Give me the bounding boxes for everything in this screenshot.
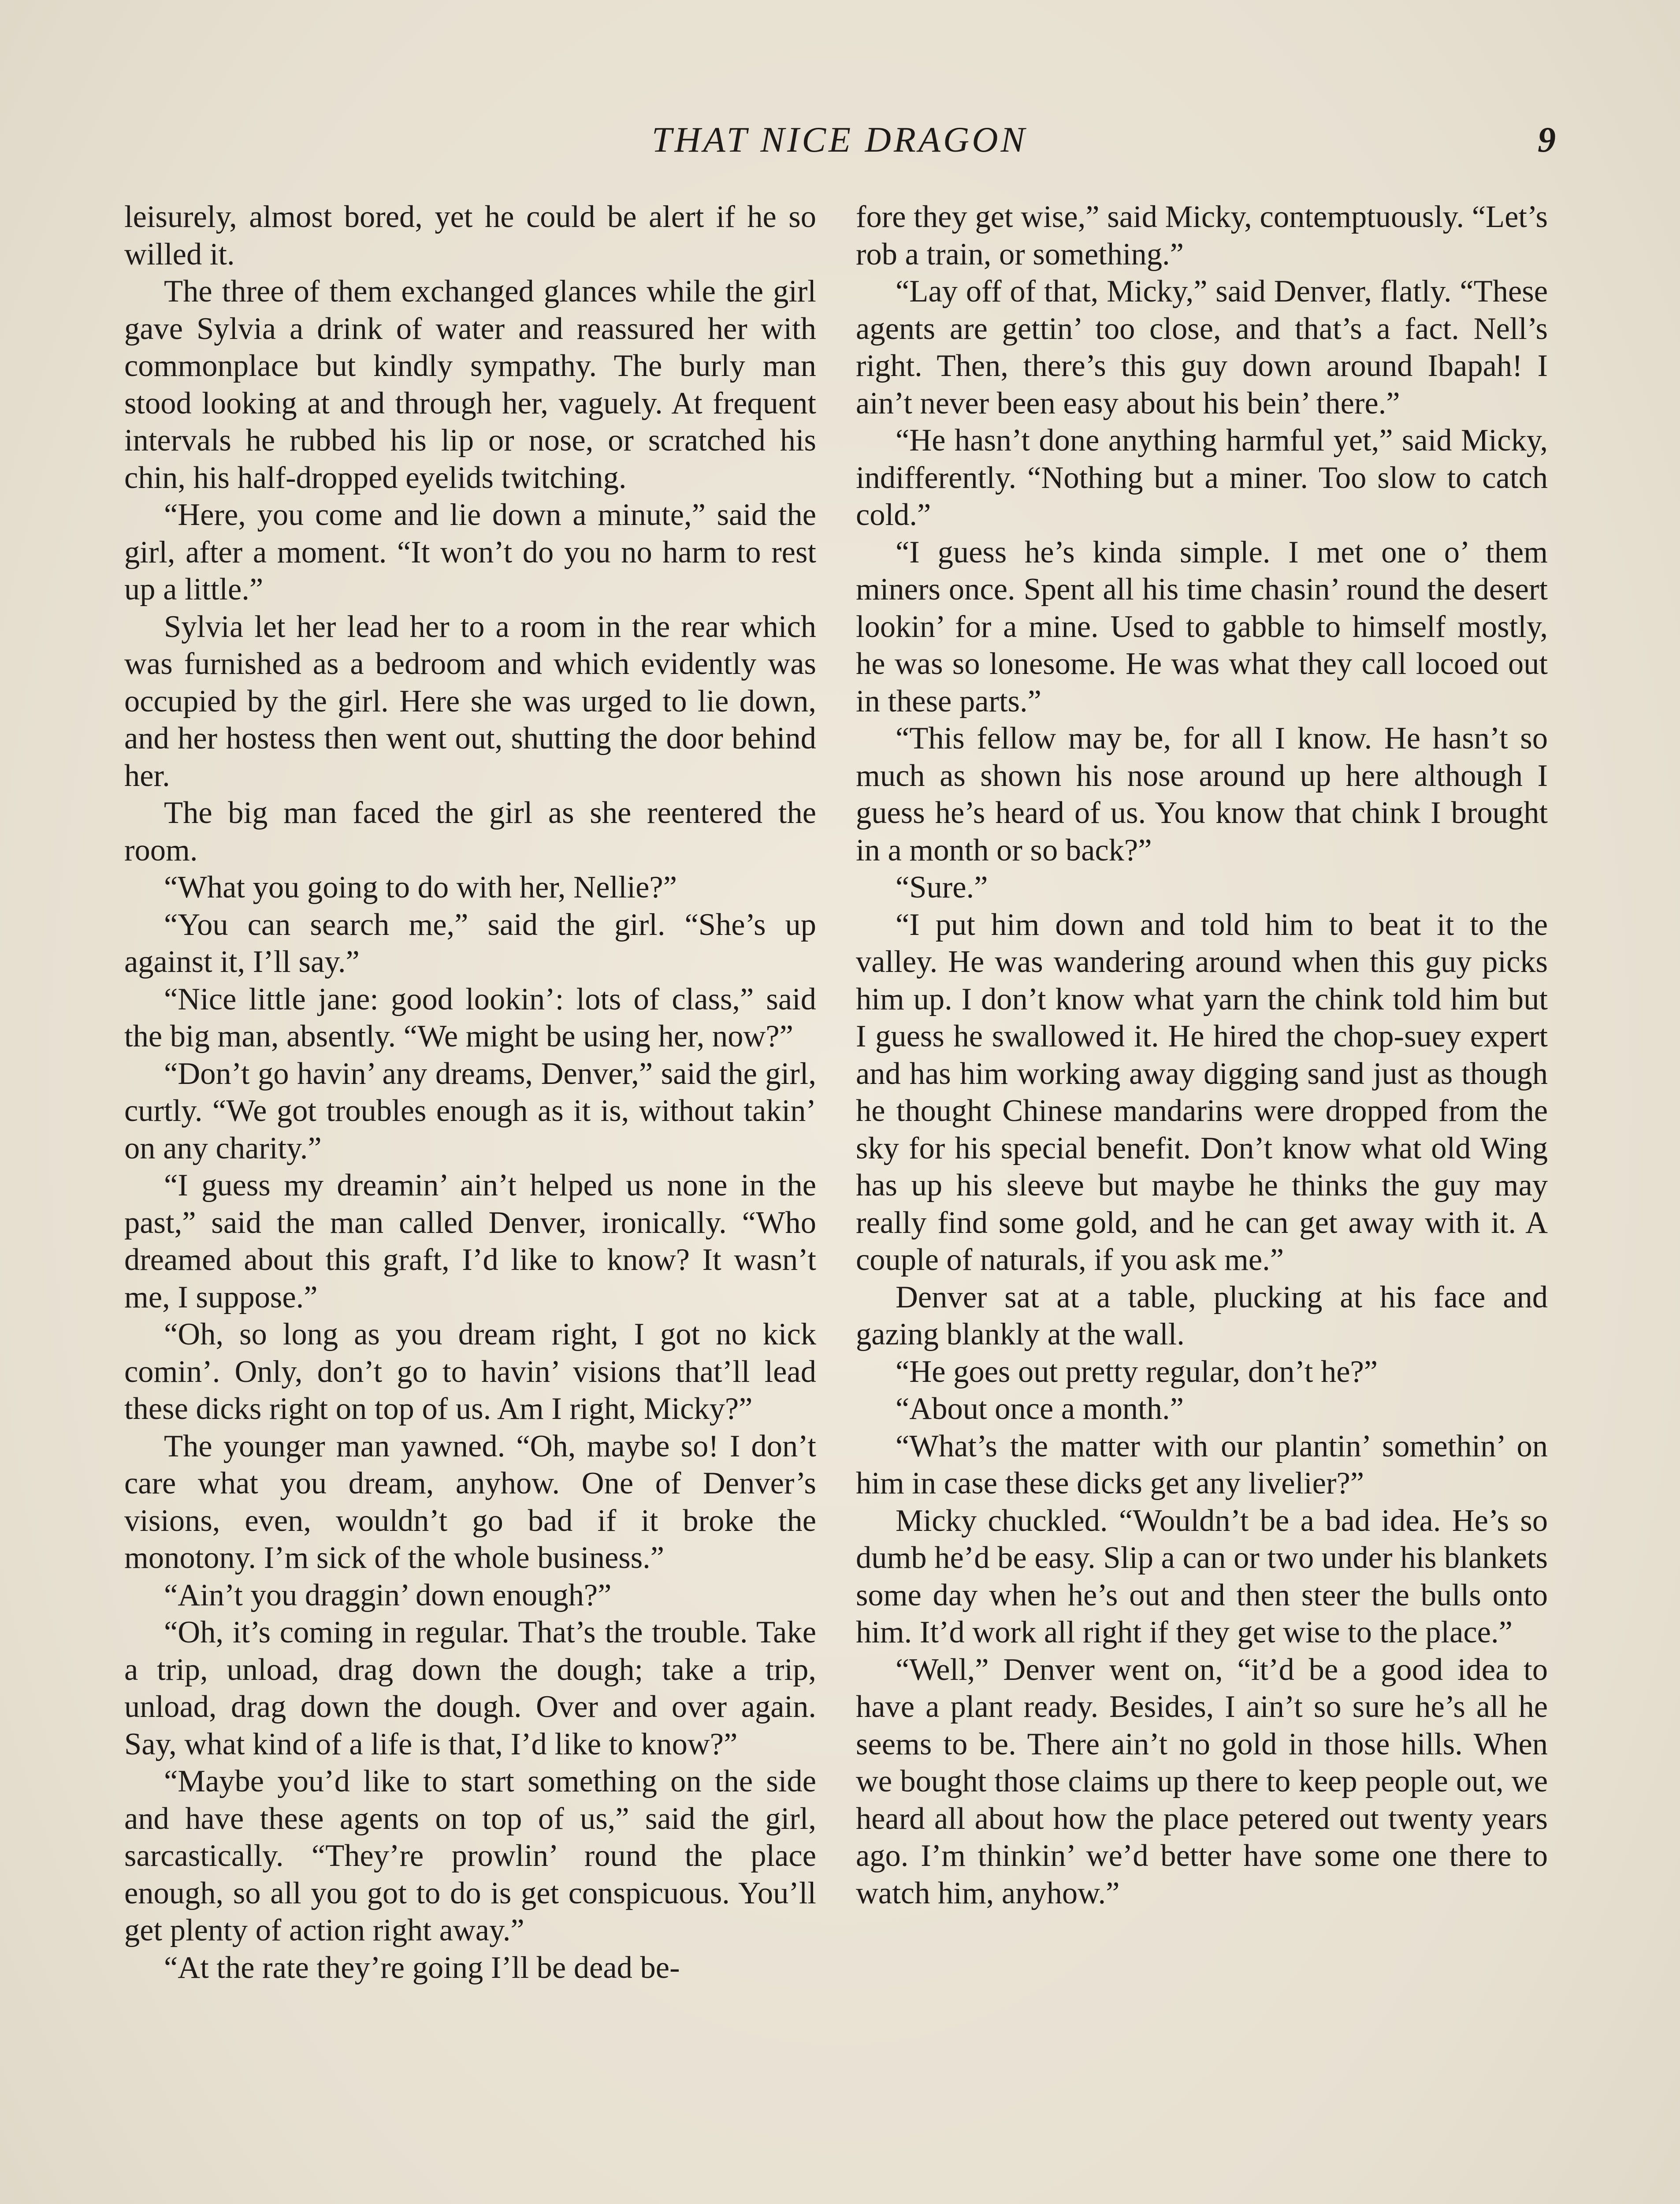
paragraph: Sylvia let her lead her to a room in the rear which was furnished as a bedroom and which evidently was occupied by the girl. Here she was urged to lie down, and her hostess then went out, shutting the door behind her.: [124, 609, 816, 793]
paragraph: “Well,” Denver went on, “it’d be a good idea to have a plant ready. Besides, I ain’t so sure he’s all he seems to be. There ain’t no gold in those hills. When we bought those claims up there to keep people out, we heard all about how the place petered out twenty years ago. I’m thinkin’ we’d better have some one there to watch him, anyhow.”: [856, 1652, 1548, 1910]
paragraph: “About once a month.”: [896, 1392, 1184, 1426]
paragraph: “What’s the matter with our plantin’ somethin’ on him in case these dicks get any livelier?”: [856, 1429, 1548, 1500]
paragraph: “Here, you come and lie down a minute,” said the girl, after a moment. “It won’t do you no harm to rest up a little.”: [124, 498, 816, 607]
paragraph: “You can search me,” said the girl. “She’s up against it, I’ll say.”: [124, 907, 816, 979]
paragraph: “Oh, it’s coming in regular. That’s the trouble. Take a trip, unload, drag down the dough; take a trip, unload, drag down the dough. Over and over again. Say, what kind of a life is that, I’d like to know?”: [124, 1615, 816, 1761]
paragraph: Denver sat at a table, plucking at his face and gazing blankly at the wall.: [856, 1280, 1548, 1351]
paragraph: “Oh, so long as you dream right, I got no kick comin’. Only, don’t go to havin’ visions that’ll lead these dicks right on top of us. Am I right, Micky?”: [124, 1317, 816, 1426]
paragraph: “What you going to do with her, Nellie?”: [164, 870, 677, 905]
paragraph: The big man faced the girl as she reentered the room.: [124, 796, 816, 867]
paragraph: Micky chuckled. “Wouldn’t be a bad idea. He’s so dumb he’d be easy. Slip a can or two under his blankets some day when he’s out and then steer the bulls onto him. It’d work all right if they get wise to the place.”: [856, 1503, 1548, 1649]
running-title: THAT NICE DRAGON: [651, 119, 1028, 160]
page-number: 9: [1538, 119, 1556, 160]
paragraph: “I guess he’s kinda simple. I met one o’ them miners once. Spent all his time chasin’ round the desert lookin’ for a mine. Used to gabble to himself mostly, he was so lonesome. He was what they call locoed out in these parts.”: [856, 535, 1548, 719]
paragraph: “He hasn’t done anything harmful yet,” said Micky, indifferently. “Nothing but a miner. Too slow to catch cold.”: [856, 423, 1548, 532]
paragraph: “Maybe you’d like to start something on the side and have these agents on top of us,” said the girl, sarcastically. “They’re prowlin’ round the place enough, so all you got to do is get conspicuous. You’ll get plenty of action right away.”: [124, 1764, 816, 1947]
left-column: [124, 198, 816, 1986]
paragraph: “I put him down and told him to beat it to the valley. He was wandering around when this guy picks him up. I don’t know what yarn the chink told him but I guess he swallowed it. He hired the chop-suey expert and has him working away digging sand just as though he thought Chinese mandarins were dropped from the sky for his special benefit. Don’t know what old Wing has up his sleeve but maybe he thinks the guy may really find some gold, and he can get away with it. A couple of naturals, if you ask me.”: [856, 907, 1548, 1277]
paragraph: “Lay off of that, Micky,” said Denver, flatly. “These agents are gettin’ too close, and that’s a fact. Nell’s right. Then, there’s this guy down around Ibapah! I ain’t never been easy about his bein’ there.”: [856, 274, 1548, 421]
paragraph: The younger man yawned. “Oh, maybe so! I don’t care what you dream, anyhow. One of Denver’s visions, even, wouldn’t go bad if it broke the monotony. I’m sick of the whole business.”: [124, 1429, 816, 1575]
paragraph: “I guess my dreamin’ ain’t helped us none in the past,” said the man called Denver, ironically. “Who dreamed about this graft, I’d like to know? It wasn’t me, I suppose.”: [124, 1168, 816, 1314]
paragraph: “Don’t go havin’ any dreams, Denver,” said the girl, curtly. “We got troubles enough as it is, without takin’ on any charity.”: [124, 1056, 816, 1165]
running-header: [123, 115, 1556, 164]
paragraph: “He goes out pretty regular, don’t he?”: [896, 1354, 1378, 1389]
right-column: [856, 198, 1548, 1912]
paragraph: leisurely, almost bored, yet he could be alert if he so willed it.: [124, 200, 816, 272]
paragraph: “Nice little jane: good lookin’: lots of class,” said the big man, absently. “We might be using her, now?”: [124, 982, 816, 1054]
paragraph: “Ain’t you draggin’ down enough?”: [164, 1578, 612, 1612]
paragraph: “This fellow may be, for all I know. He hasn’t so much as shown his nose around up here although I guess he’s heard of us. You know that chink I brought in a month or so back?”: [856, 721, 1548, 867]
paragraph: The three of them exchanged glances while the girl gave Sylvia a drink of water and reassured her with commonplace but kindly sympathy. The burly man stood looking at and through her, vaguely. At frequent intervals he rubbed his lip or nose, or scratched his chin, his half-dropped eyelids twitching.: [124, 274, 816, 495]
paragraph: fore they get wise,” said Micky, contemptuously. “Let’s rob a train, or something.”: [856, 200, 1548, 272]
paragraph: “At the rate they’re going I’ll be dead be-: [164, 1950, 680, 1985]
paragraph: “Sure.”: [896, 870, 988, 905]
